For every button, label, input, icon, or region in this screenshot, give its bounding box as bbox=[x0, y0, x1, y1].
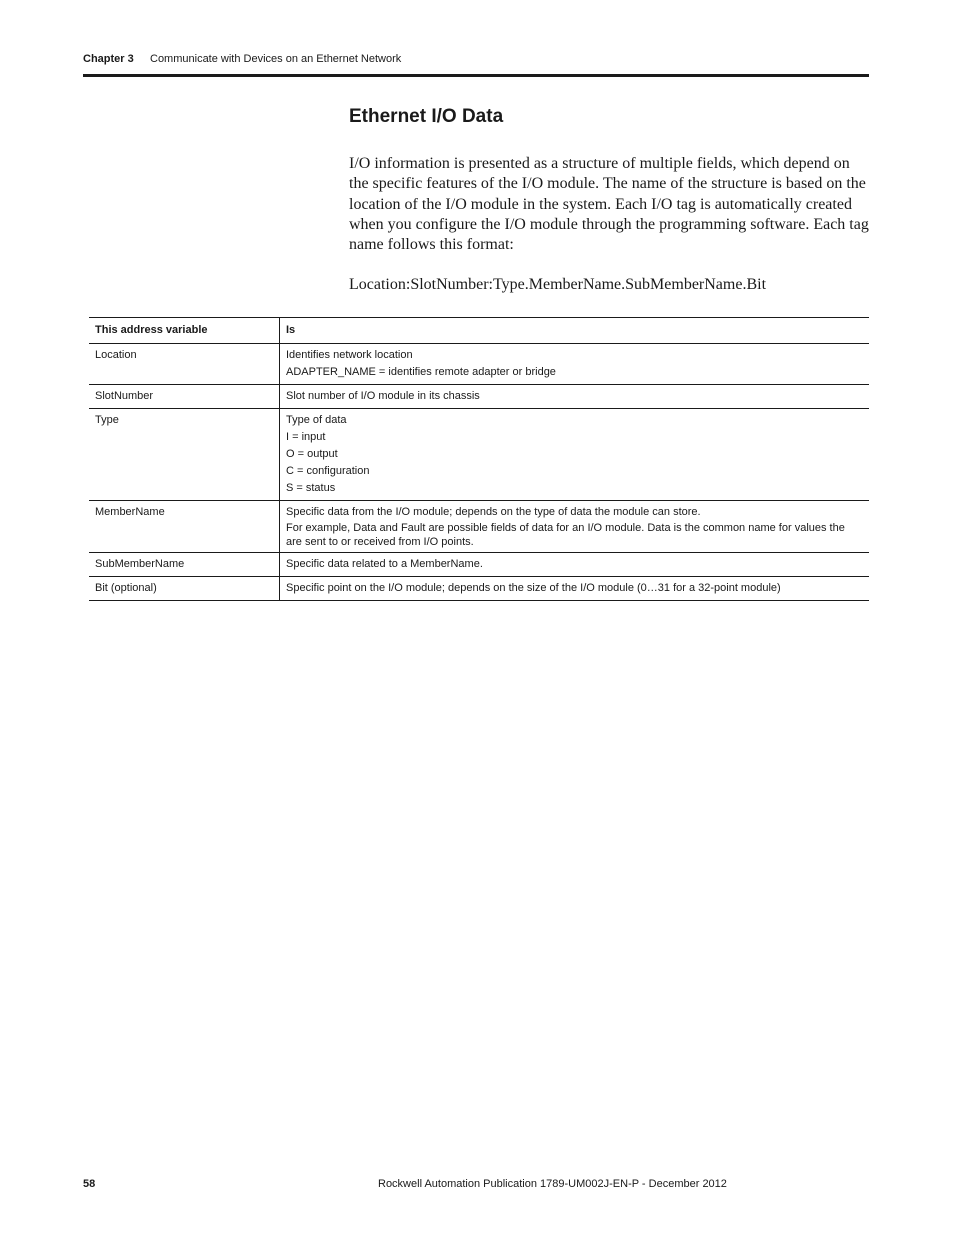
variable-cell: Location bbox=[89, 344, 280, 385]
description-cell bbox=[280, 409, 870, 501]
column-header: This address variable bbox=[89, 318, 280, 344]
description-cell bbox=[280, 577, 870, 601]
description-line: ADAPTER_NAME = identifies remote adapter or bridge bbox=[286, 366, 556, 378]
column-header: Is bbox=[280, 318, 870, 344]
description-line: O = output bbox=[286, 448, 338, 460]
variable-cell: MemberName bbox=[89, 501, 280, 553]
table-row bbox=[89, 553, 869, 577]
description-line: Specific point on the I/O module; depends on the size of the I/O module (0…31 for a 32-point module) bbox=[286, 582, 781, 594]
variable-cell: SubMemberName bbox=[89, 553, 280, 577]
description-line: S = status bbox=[286, 482, 336, 494]
description-line: Type of data bbox=[286, 414, 347, 426]
intro-paragraph: I/O information is presented as a structure of multiple fields, which depend on the specific features of the I/O module. The name of the structure is based on the location of the I/O module in the system. Each I/O tag is automatically created when you configure the I/O module through the programming software. Each tag name follows this format: bbox=[349, 155, 869, 254]
table-row bbox=[89, 385, 869, 409]
page-number: 58 bbox=[83, 1178, 96, 1190]
description-line: Specific data from the I/O module; depends on the type of data the module can store. bbox=[286, 506, 701, 518]
tag-format: Location:SlotNumber:Type.MemberName.SubMemberName.Bit bbox=[349, 276, 767, 293]
description-line: I = input bbox=[286, 431, 326, 443]
description-line: For example, Data and Fault are possible fields of data for an I/O module. Data is the common name for values the are sent to or received from I/O points. bbox=[286, 522, 845, 548]
chapter-label: Chapter 3 bbox=[83, 53, 134, 65]
publication-info: Rockwell Automation Publication 1789-UM002J-EN-P - December 2012 bbox=[378, 1178, 727, 1190]
description-line: Specific data related to a MemberName. bbox=[286, 558, 483, 570]
table-header-row bbox=[89, 318, 869, 344]
table-row bbox=[89, 577, 869, 601]
description-cell bbox=[280, 385, 870, 409]
table-row bbox=[89, 409, 869, 501]
description-line: Slot number of I/O module in its chassis bbox=[286, 390, 480, 402]
description-cell bbox=[280, 553, 870, 577]
section-title: Ethernet I/O Data bbox=[349, 106, 504, 127]
description-cell bbox=[280, 501, 870, 553]
variable-cell: Type bbox=[89, 409, 280, 501]
description-line: C = configuration bbox=[286, 465, 370, 477]
header-rule bbox=[83, 74, 869, 77]
address-variable-table bbox=[89, 317, 869, 601]
table-row bbox=[89, 501, 869, 553]
chapter-title: Communicate with Devices on an Ethernet Network bbox=[150, 53, 402, 65]
variable-cell: Bit (optional) bbox=[89, 577, 280, 601]
description-line: Identifies network location bbox=[286, 349, 413, 361]
table-row bbox=[89, 344, 869, 385]
page-header bbox=[83, 53, 868, 75]
variable-cell: SlotNumber bbox=[89, 385, 280, 409]
description-cell bbox=[280, 344, 870, 385]
